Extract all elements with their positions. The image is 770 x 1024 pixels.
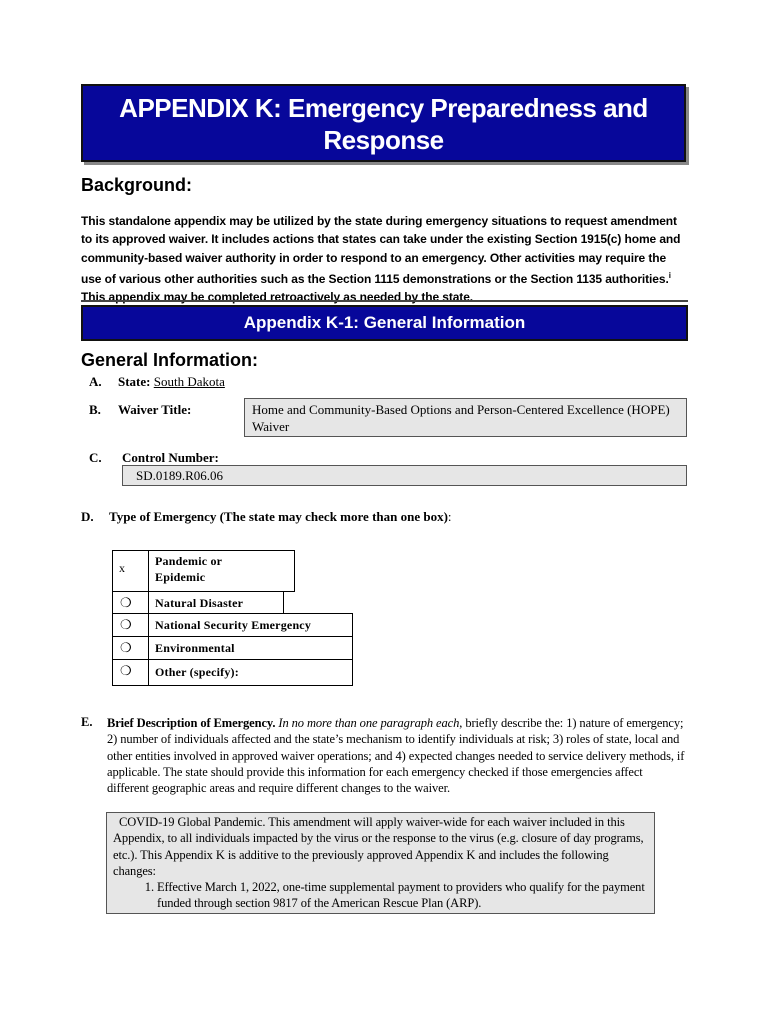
- radio-circle-icon: ❍: [120, 617, 132, 632]
- radio-natural-disaster[interactable]: [113, 592, 149, 613]
- footnote-mark[interactable]: i: [668, 270, 671, 280]
- control-number-label: Control Number:: [122, 450, 219, 465]
- waiver-title-field[interactable]: Home and Community-Based Options and Person-Centered Excellence (HOPE) Waiver: [244, 398, 687, 437]
- checkbox-pandemic[interactable]: [113, 551, 149, 591]
- response-item-1: 1. Effective March 1, 2022, one-time supplemental payment to providers who qualify for the payment funded through section 9817 of the American Rescue Plan (ARP).: [157, 879, 648, 912]
- emergency-option-national-security[interactable]: [112, 613, 353, 637]
- emergency-description-label: Brief Description of Emergency.: [107, 716, 276, 730]
- appendix-title-line2: Response: [323, 125, 444, 155]
- option-label-national-security: National Security Emergency: [155, 618, 312, 632]
- radio-other[interactable]: [113, 660, 149, 685]
- emergency-type-colon: :: [447, 509, 452, 524]
- radio-environmental[interactable]: [113, 637, 149, 659]
- waiver-title-label: Waiver Title:: [118, 402, 192, 417]
- radio-circle-icon: ❍: [120, 663, 132, 678]
- radio-national-security[interactable]: [113, 614, 149, 636]
- item-a-letter: A.: [89, 374, 102, 389]
- emergency-option-other[interactable]: [112, 659, 353, 686]
- emergency-description-field[interactable]: [106, 812, 655, 914]
- state-value[interactable]: South Dakota: [153, 374, 225, 389]
- radio-circle-icon: ❍: [120, 640, 132, 655]
- appendix-title-banner: [81, 84, 686, 162]
- emergency-option-pandemic[interactable]: [112, 550, 295, 592]
- background-paragraph: [81, 212, 681, 306]
- emergency-option-natural-disaster[interactable]: [112, 591, 284, 614]
- background-text-end: This appendix may be completed retroactively as needed by the state.: [81, 290, 474, 305]
- background-heading: Background:: [81, 175, 193, 195]
- item-c-letter: C.: [89, 450, 102, 465]
- control-number-field[interactable]: SD.0189.R06.06: [122, 465, 687, 486]
- section-k1-banner: Appendix K-1: General Information: [81, 305, 688, 341]
- radio-circle-icon: ❍: [120, 595, 132, 610]
- emergency-description-text: , briefly describe the: 1) nature of emergency; 2) number of individuals affected and the state’s mechanism to identify individuals at risk; 3) roles of state, local and other entities involved in approved waiver operations; and 4) expected changes needed to service delivery methods, if applicable. The state should provide this information for each emergency checked if those emergencies affect different geographic areas and require different changes to the waiver.: [107, 716, 685, 796]
- option-label-other: Other (specify):: [155, 665, 239, 679]
- option-label-natural-disaster: Natural Disaster: [155, 596, 244, 610]
- item-e-letter: E.: [81, 715, 93, 729]
- emergency-type-label: Type of Emergency (The state may check more than one box): [109, 509, 448, 524]
- emergency-description-instructions: [107, 715, 687, 796]
- item-b-letter: B.: [89, 402, 101, 417]
- check-x-icon: x: [119, 561, 125, 575]
- section-divider: [81, 300, 688, 302]
- appendix-title-line1: APPENDIX K: Emergency Preparedness and: [119, 93, 648, 123]
- emergency-type-prompt: [109, 509, 452, 525]
- response-intro: COVID-19 Global Pandemic. This amendment will apply waiver-wide for each waiver included in this Appendix, to all individuals impacted by the virus or the response to the virus (e.g. closure of day programs, etc.). This Appendix K is additive to the previously approved Appendix K and includes the following changes:: [113, 815, 644, 878]
- general-information-heading: General Information:: [81, 350, 259, 370]
- state-label: State:: [118, 374, 151, 389]
- option-label-environmental: Environmental: [155, 641, 235, 655]
- option-label-pandemic: Pandemic or Epidemic: [155, 554, 222, 584]
- emergency-option-environmental[interactable]: [112, 636, 353, 660]
- emergency-description-italic: In no more than one paragraph each: [278, 716, 460, 730]
- item-d-letter: D.: [81, 509, 94, 524]
- item-a-row: [118, 374, 225, 390]
- background-text: This standalone appendix may be utilized by the state during emergency situations to request amendment to its approved waiver. It includes actions that states can take under the existing Section 1915(c) home and community-based waiver authority in order to respond to an emergency. Other activities may require the use of various other authorities such as the Section 1115 demonstrations or the Section 1135 authorities.: [81, 214, 681, 286]
